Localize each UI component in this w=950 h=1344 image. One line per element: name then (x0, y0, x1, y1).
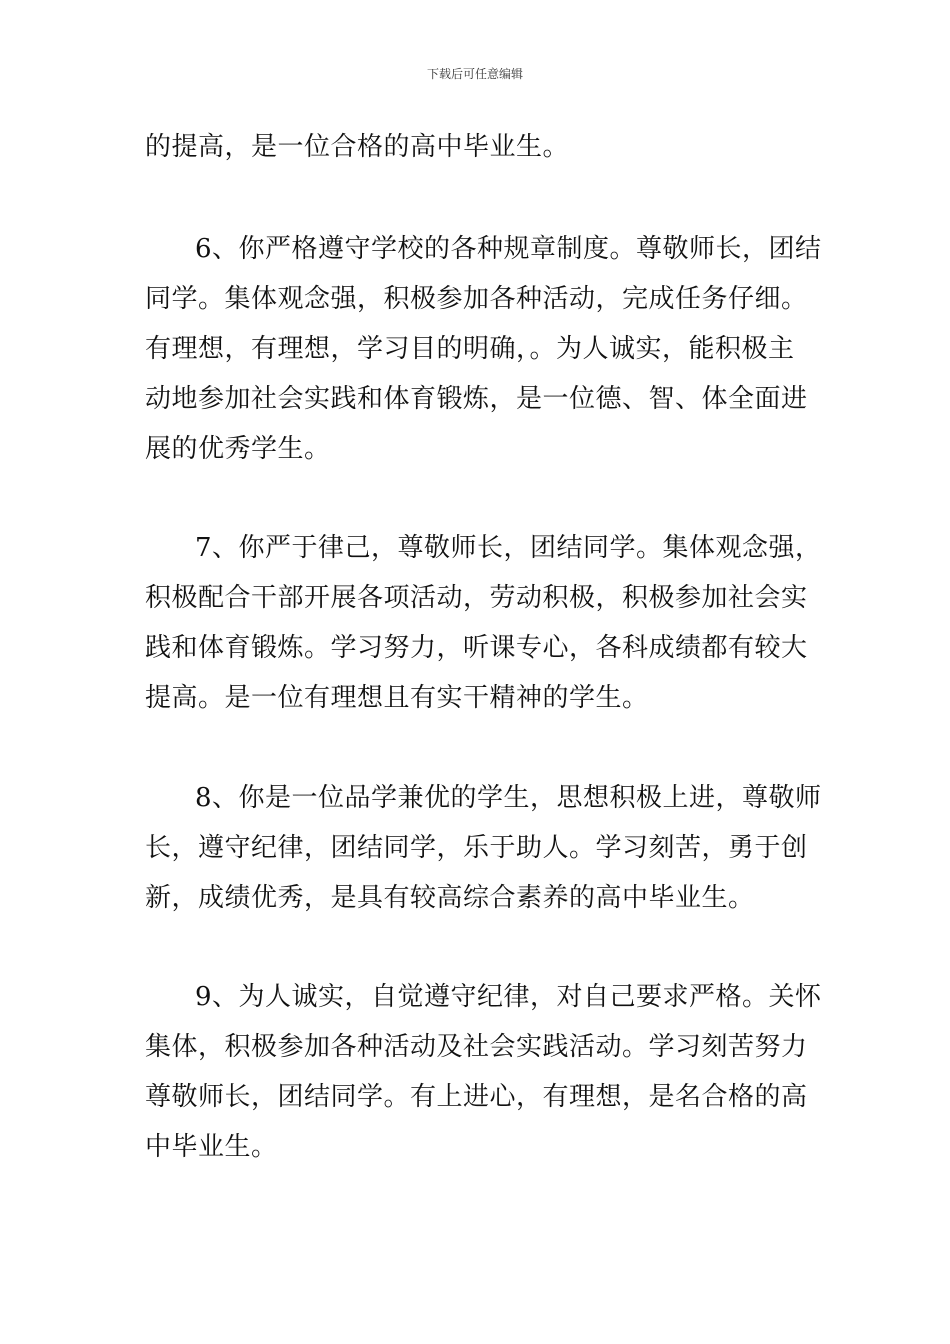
paragraph-line: 提高。是一位有理想且有实干精神的学生。 (145, 683, 649, 713)
paragraph-line: 8、你是一位品学兼优的学生，思想积极上进，尊敬师 (195, 783, 822, 813)
paragraph-line: 6、你严格遵守学校的各种规章制度。尊敬师长，团结 (195, 234, 822, 264)
paragraph-line: 践和体育锻炼。学习努力，听课专心，各科成绩都有较大 (145, 633, 808, 663)
paragraph-line: 集体，积极参加各种活动及社会实践活动。学习刻苦努力 (145, 1032, 808, 1062)
paragraph-line: 尊敬师长，团结同学。有上进心，有理想，是名合格的高 (145, 1082, 808, 1112)
paragraph-line: 的提高，是一位合格的高中毕业生。 (145, 132, 570, 162)
paragraph-line: 有理想，有理想，学习目的明确，。为人诚实，能积极主 (145, 334, 795, 364)
page-header: 下载后可任意编辑 (426, 67, 523, 81)
paragraph-line: 展的优秀学生。 (145, 434, 331, 464)
paragraph-line: 中毕业生。 (145, 1132, 278, 1162)
paragraph-line: 7、你严于律己，尊敬师长，团结同学。集体观念强， (195, 533, 822, 563)
paragraph-line: 9、为人诚实，自觉遵守纪律，对自己要求严格。关怀 (195, 982, 822, 1012)
paragraph-line: 新，成绩优秀，是具有较高综合素养的高中毕业生。 (145, 883, 755, 913)
paragraph-line: 长，遵守纪律，团结同学，乐于助人。学习刻苦，勇于创 (145, 833, 808, 863)
paragraph-line: 动地参加社会实践和体育锻炼，是一位德、智、体全面进 (145, 384, 808, 414)
paragraph-line: 同学。集体观念强，积极参加各种活动，完成任务仔细。 (145, 284, 808, 314)
paragraph-line: 积极配合干部开展各项活动，劳动积极，积极参加社会实 (145, 583, 808, 613)
